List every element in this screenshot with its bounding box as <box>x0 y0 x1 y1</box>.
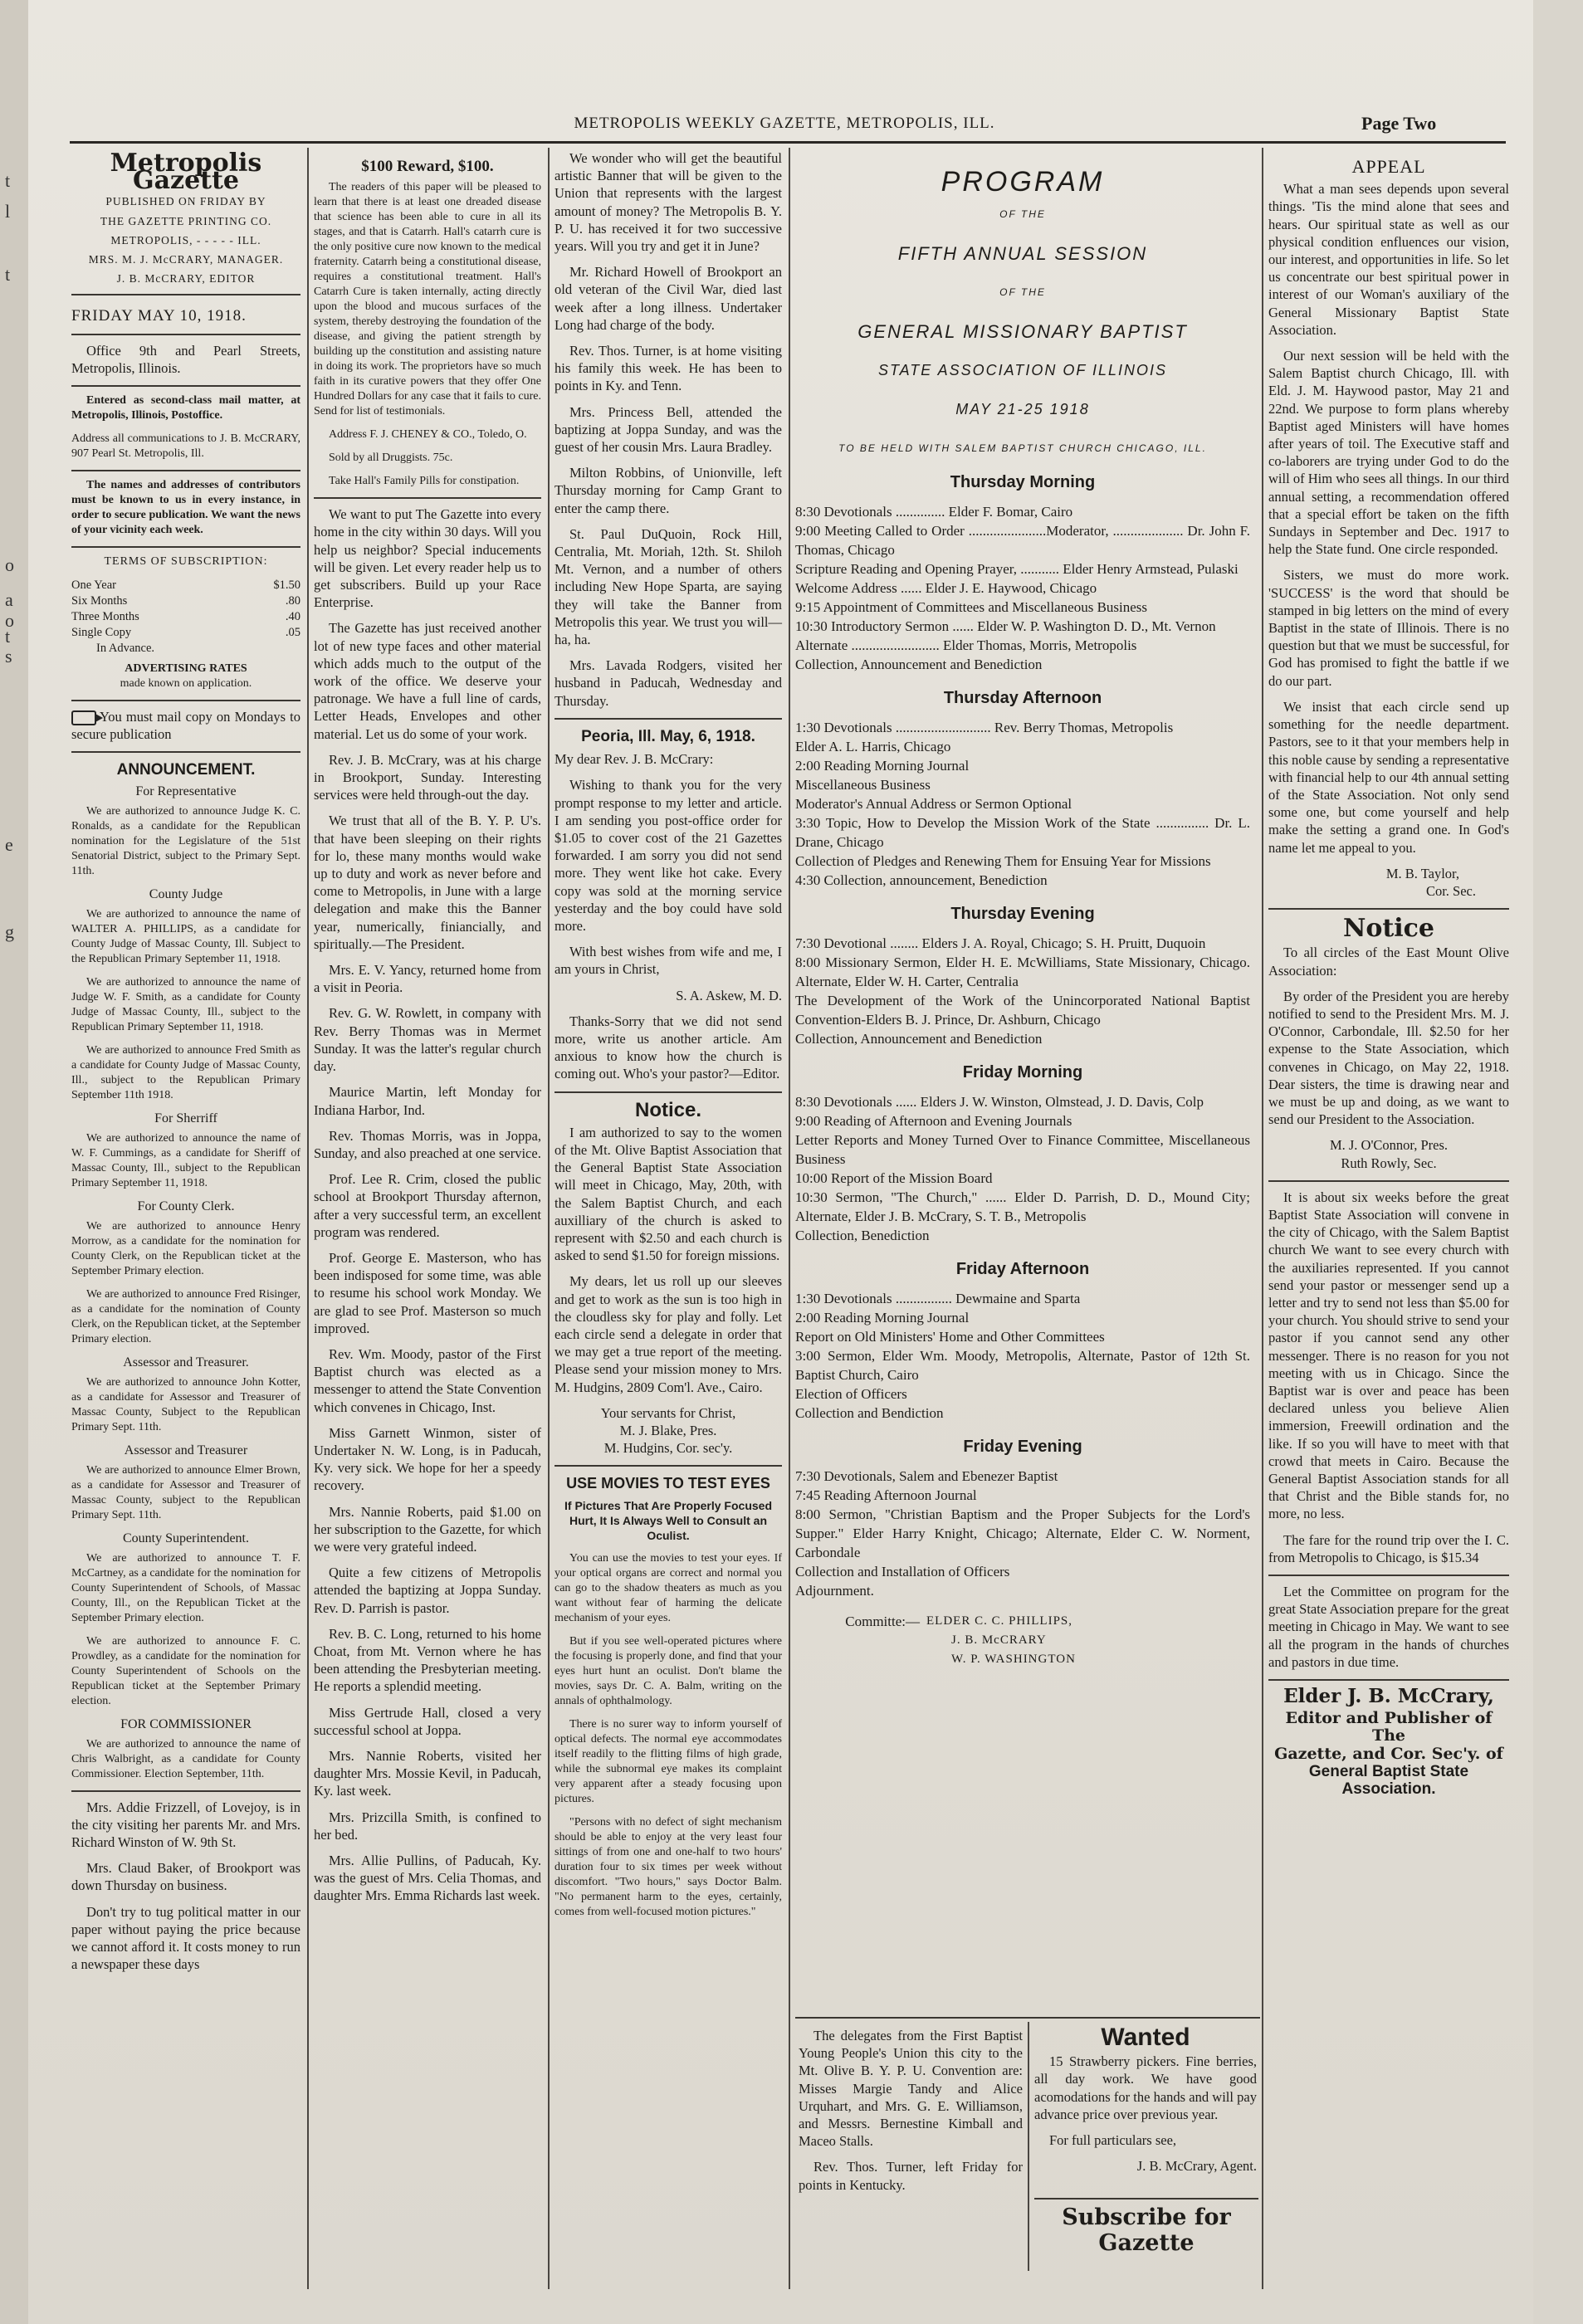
program-day: Friday Morning <box>962 1063 1083 1081</box>
program-body: GENERAL MISSIONARY BAPTIST <box>857 321 1188 342</box>
announcement-list <box>71 784 300 1782</box>
divider <box>555 718 782 720</box>
editor-line: Gazette, and Cor. Sec'y. of <box>1274 1744 1503 1763</box>
program-item: 10:30 Introductory Sermon ...... Elder W. P. Washington D. D., Mt. Vernon <box>795 618 1216 634</box>
terms-title: TERMS OF SUBSCRIPTION: <box>104 555 268 569</box>
divider <box>71 334 300 335</box>
divider <box>71 470 300 471</box>
subscription-terms <box>71 578 300 657</box>
notice-text: I am authorized to say to the women of the Mt. Olive Baptist Association that the General Baptist State Association will meet in Chicago, May, 20th, with the Salem Baptist Church, and each auxilliary of the church is asked to represent with $2.50 and each church is asked to send $1.50 for foreign missions. <box>555 1124 782 1264</box>
divider <box>555 1091 782 1093</box>
notice-text: To all circles of the East Mount Olive Association: <box>1268 945 1509 979</box>
program-item: 4:30 Collection, announcement, Benediction <box>795 872 1048 888</box>
mail-copy-notice: You must mail copy on Mondays to secure publication <box>71 709 300 743</box>
announcement-heading: County Judge <box>149 886 223 901</box>
edge-letter: o <box>5 554 14 575</box>
notice-signature: M. Hudgins, Cor. sec'y. <box>603 1440 733 1457</box>
program-location: TO BE HELD WITH SALEM BAPTIST CHURCH CHICAGO, ILL. <box>838 442 1207 454</box>
program-item: Scripture Reading and Opening Prayer, ........... Elder Henry Armstead, Pulaski <box>795 561 1239 577</box>
editor-name: Elder J. B. McCrary, <box>1283 1685 1494 1708</box>
program-item: 10:00 Report of the Mission Board <box>795 1170 993 1186</box>
program-item: 2:00 Reading Morning Journal <box>795 758 970 774</box>
program-item: 7:30 Devotionals, Salem and Ebenezer Baptist <box>795 1468 1058 1484</box>
local-item: Mrs. Nannie Roberts, visited her daughter Mrs. Mossie Kevil, in Paducah, Ky. last week. <box>314 1748 541 1799</box>
local-item: We want to put The Gazette into every home in the city within 30 days. Will you help us neighbor? Special inducements will be given. Let every reader help us to get subscribers. Build up your Race Enterprise. <box>314 506 541 611</box>
pointing-hand-icon <box>71 710 96 725</box>
program-item: 8:00 Missionary Sermon, Elder H. E. McWilliams, State Missionary, Chicago. Alternate, Elder W. H. Carter, Centralia <box>795 954 1250 989</box>
local-item: Mrs. E. V. Yancy, returned home from a visit in Peoria. <box>314 962 541 996</box>
program-item: Elder A. L. Harris, Chicago <box>795 739 951 754</box>
divider <box>1268 1679 1509 1681</box>
edge-letter: o <box>5 610 14 631</box>
peoria-text: Wishing to thank you for the very prompt response to my letter and article. I am sending you post-office order for $1.05 to cover cost of the 21 Gazettes forwarded. I am sorry you did not send more. They went like hot cake. Every copy was sold at the morning service yesterday and the boy could have sold more. <box>555 777 782 934</box>
program-item: 1:30 Devotionals ................ Dewmaine and Sparta <box>795 1291 1081 1306</box>
local-item: Maurice Martin, left Monday for Indiana Harbor, Ind. <box>314 1084 541 1118</box>
edge-letter: t <box>5 170 11 191</box>
appeal-signature: M. B. Taylor, <box>1385 865 1459 881</box>
movies-title: USE MOVIES TO TEST EYES <box>566 1475 770 1492</box>
edge-letter: t <box>5 626 11 647</box>
appeal-text: Our next session will be held with the Salem Baptist church Chicago, Ill. with Eld. J. M. Haywood pastor, May 21 and 22nd. We purpose to form plans whereby Baptist aged Ministers will have homes after years of toil. The Executive staff and co-laborers are trying under God to do the will of Him who sees all things. In our third annual setting, a recommendation offered that a special effort be taken on the fifth Sundays in September and Dec. 1917 to help the State fund. One circle responded. <box>1268 348 1509 558</box>
divider <box>1034 2198 1258 2200</box>
edge-letter: s <box>5 646 12 666</box>
program-item: 8:30 Devotionals .............. Elder F. Bomar, Cairo <box>795 504 1073 520</box>
announcement-text: We are authorized to announce F. C. Prowdley, as a candidate for the nomination for County Superintendent of Schools on the Republican ticket at the September Primary election. <box>71 1634 300 1707</box>
reward-title: $100 Reward, $100. <box>361 158 494 175</box>
divider <box>314 497 541 499</box>
local-item: St. Paul DuQuoin, Rock Hill, Centralia, Mt. Moriah, 12th. St. Shiloh Mt. Vernon, and a number of others including New Hope Sparta, are saying they will take the Banner from Metropolis this year. We trust you will—ha, ha. <box>555 525 782 648</box>
program-item: 9:00 Reading of Afternoon and Evening Journals <box>795 1113 1072 1129</box>
entered-notice: Entered as second-class mail matter, at Metropolis, Illinois, Postoffice. <box>71 394 300 422</box>
program-item: Collection and Bendiction <box>795 1405 944 1421</box>
announcement-heading: Assessor and Treasurer. <box>123 1355 249 1370</box>
column-local-news-2 <box>555 149 782 1928</box>
announcement-text: We are authorized to announce the name of W. F. Cummings, as a candidate for Sheriff of Massac County, Ill., subject to the Republican Primary September 11, 1918. <box>71 1131 300 1189</box>
local-item: Rev. G. W. Rowlett, in company with Rev. Berry Thomas was in Mermet Sunday. It was the latter's regular church day. <box>314 1005 541 1075</box>
local-item: Milton Robbins, of Unionville, left Thursday morning for Camp Grant to enter the camp there. <box>555 465 782 516</box>
appeal-text: Sisters, we must do more work. 'SUCCESS' is the word that should be stamped in big letters on the mind of every Baptist in the state of Illinois. There is no question but that we must be successful, for God has promised to fight the battle if we do our part. <box>1268 567 1509 689</box>
announcement-text: We are authorized to announce Henry Morrow, as a candidate for the nomination for County Clerk, on the Republican ticket at the September Primary election. <box>71 1219 300 1277</box>
local-item: Rev. Thos. Turner, is at home visiting his family this week. He has been to points in Ky. and Tenn. <box>555 343 782 394</box>
association-text: It is about six weeks before the great Baptist State Association will convene in the city of Chicago, with the Salem Baptist church We want to see every church with the auxiliaries represented. If you cannot send your pastor or messenger send up a letter and try to send not less than $5.00 for your church. You should strive to send your pastor if you cannot send any other messenger. There is no reason for you not meeting with us in Chicago. Since the Baptist war is over and peace has been declared unless you believe Alien immersion, Freewill ordination and the like. If so you will have to meet with that crowd that meets in Cairo. Because the General Baptist Association stands for all that Christ and the Bible stands for, no more, no less. <box>1268 1189 1509 1522</box>
turner-text: Rev. Thos. Turner, left Friday for points in Kentucky. <box>799 2159 1023 2193</box>
terms-row: Six Months .80 <box>71 594 300 608</box>
edge-letter: a <box>5 589 13 610</box>
editor-reply: Thanks-Sorry that we did not send more, write us another article. Am anxious to know how the church is coming out. Who's your pastor?—Editor. <box>555 1013 782 1082</box>
local-item: Mr. Richard Howell of Brookport an old veteran of the Civil War, died last week after a long illness. Undertaker Long had charge of the body. <box>555 264 782 333</box>
terms-row: One Year $1.50 <box>71 579 300 593</box>
divider <box>555 1465 782 1467</box>
reward-sold: Sold by all Druggists. 75c. <box>329 452 453 465</box>
program-of-the: OF THE <box>999 286 1046 298</box>
column-local-news-1 <box>314 149 541 1913</box>
program-item: Collection and Installation of Officers <box>795 1564 1010 1579</box>
announcement-text: We are authorized to announce Fred Risinger, as a candidate for the nomination of County Clerk, on the Republican ticket, at the September Primary election. <box>71 1287 300 1345</box>
divider <box>795 2017 1260 2019</box>
divider <box>71 700 300 701</box>
running-head: METROPOLIS WEEKLY GAZETTE, METROPOLIS, ILL. <box>574 115 995 132</box>
announcement-text: We are authorized to announce the name of Chris Walbright, as a candidate for County Commissioner. Election September, 11th. <box>71 1737 300 1780</box>
local-item: Miss Gertrude Hall, closed a very successful school at Joppa. <box>314 1704 541 1738</box>
movies-text: But if you see well-operated pictures where the focusing is properly done, and find that your eyes hurt hunt an oculist. Don't blame the movies, says Dr. C. A. Balm, writing on the annals of ophthalmology. <box>555 1634 782 1707</box>
movies-text: "Persons with no defect of sight mechanism should be able to enjoy at the very least four sittings of from one and one-half to two hours' duration four to six times per week without discomfort. "Two hours," says Doctor Balm. "No permanent harm to the eyes, certainly, comes from well-focused motion pictures." <box>555 1815 782 1918</box>
local-item: Miss Garnett Winmon, sister of Undertaker N. W. Long, is in Paducah, Ky. very sick. We hope for her a speedy recovery. <box>314 1424 541 1494</box>
local-item: Mrs. Allie Pullins, of Paducah, Ky. was the guest of Mrs. Celia Thomas, and daughter Mrs. Emma Richards last week. <box>314 1853 541 1904</box>
program-day: Friday Evening <box>963 1438 1082 1456</box>
wanted-ad <box>1034 2024 1257 2183</box>
edge-letter: t <box>5 264 11 285</box>
program-item: 8:00 Sermon, "Christian Baptism and the Proper Subjects for the Lord's Supper." Elder Harry Knight, Chicago; Alternate, Elder C. W. Norment, Carbondale <box>795 1506 1250 1560</box>
divider <box>71 751 300 753</box>
announcement-text: We are authorized to announce Elmer Brown, as a candidate for Assessor and Treasurer of Massac County, subject to the Republican Primary Sept. 11th. <box>71 1463 300 1521</box>
notice-text: By order of the President you are hereby notified to send to the President Mrs. M. J. O'Connor, Carbondale, Ill. $2.50 for her expense to the State Association, which convenes in Chicago, on May 22, 1918. Dear sisters, the time is drawing near and we must be up and doing, as we want to send our President to the Association. <box>1268 988 1509 1128</box>
program-item: Collection, Announcement and Benediction <box>795 657 1043 672</box>
program-item: 7:45 Reading Afternoon Journal <box>795 1487 977 1503</box>
terms-row: Three Months .40 <box>71 610 300 624</box>
notice-signature: M. J. Blake, Pres. <box>619 1423 717 1438</box>
committee-names <box>926 1612 1076 1669</box>
program-item: Moderator's Annual Address or Sermon Optional <box>795 796 1072 812</box>
notice-text: My dears, let us roll up our sleeves and get to work as the sun is too high in the cloudless sky for play and folly. Let each circle send a delegate in order that we may get a true report of the meeting. Please send your mission money to Mrs. M. Hudgins, 2809 Com'l. Ave., Cairo. <box>555 1273 782 1395</box>
editor-card <box>1268 1687 1509 1798</box>
program-session: FIFTH ANNUAL SESSION <box>897 243 1148 264</box>
column-rule <box>1028 2022 1029 2271</box>
office-address: Office 9th and Pearl Streets, Metropolis, Illinois. <box>71 342 300 376</box>
program-day: Thursday Morning <box>950 473 1096 491</box>
committee-member: ELDER C. C. PHILLIPS, <box>926 1614 1073 1628</box>
divider <box>71 294 300 295</box>
wanted-title: Wanted <box>1101 2024 1190 2051</box>
wanted-agent: J. B. McCrary, Agent. <box>1136 2158 1257 2175</box>
masthead-line: MRS. M. J. McCRARY, MANAGER. <box>88 253 284 266</box>
program-item: 9:15 Appointment of Committees and Miscellaneous Business <box>795 599 1148 615</box>
local-item: Rev. Wm. Moody, pastor of the First Baptist church was elected as a messenger to attend the State Convention which convenes in Chicago, Inst. <box>314 1345 541 1415</box>
notice-title: Notice <box>1342 914 1435 944</box>
program-item: 3:00 Sermon, Elder Wm. Moody, Metropolis, Alternate, Pastor of 12th St. Baptist Church, Cairo <box>795 1348 1250 1383</box>
program-title: PROGRAM <box>941 166 1105 198</box>
local-item: Mrs. Prizcilla Smith, is confined to her bed. <box>314 1809 541 1843</box>
local-item: Prof. Lee R. Crim, closed the public school at Brookport Thursday afternon, after a very successful term, an excellent program was rendered. <box>314 1171 541 1240</box>
column-rule <box>789 148 790 2289</box>
wanted-text: 15 Strawberry pickers. Fine berries, all day work. We have good acomodations for the hands and will pay advance price over previous year. <box>1034 2053 1257 2122</box>
announcement-heading: For Representative <box>135 784 237 798</box>
program-item: Report on Old Ministers' Home and Other Committees <box>795 1329 1105 1345</box>
local-item: We wonder who will get the beautiful artistic Banner that will be given to the Union that represents with the largest amount of money? The Metropolis B. Y. P. U. has received it for two successive years. Will you try and get it in June? <box>555 150 782 255</box>
announcement-text: We are authorized to announce T. F. McCartney, as a candidate for the nomination for County Superintendent of Schools, of Massac County, Ill., on the Republican Ticket at the September Primary election. <box>71 1551 300 1624</box>
program-item: Miscellaneous Business <box>795 777 931 793</box>
movies-text: You can use the movies to test your eyes. If your optical organs are correct and normal you can go to the shadow theaters as much as you want without fear of harming the delicate mechanism of your eyes. <box>555 1551 782 1624</box>
left-page-edge <box>0 0 28 2324</box>
announcement-heading: For County Clerk. <box>137 1199 235 1213</box>
local-item: Mrs. Princess Bell, attended the baptizing at Joppa Sunday, and was the guest of her cousin Mrs. Laura Bradley. <box>555 403 782 456</box>
masthead-line: J. B. McCRARY, EDITOR <box>116 272 256 286</box>
program-item: Alternate ......................... Elder Thomas, Morris, Metropolis <box>795 637 1137 653</box>
program-item: Collection, Announcement and Benediction <box>795 1031 1043 1047</box>
movies-text: There is no surer way to inform yourself of optical defects. The normal eye accommodates itself readily to the flitting films of high grade, while the subnormal eye makes its complaint very apparent after a steady focusing upon pictures. <box>555 1717 782 1805</box>
column-rule <box>1262 148 1263 2289</box>
program-item: 3:30 Topic, How to Develop the Mission Work of the State ............... Dr. L. Drane, Chicago <box>795 815 1250 850</box>
contributors-notice: The names and addresses of contributors must be known to us in every instance, in order to secure publication. We want the news of your vicinity each week. <box>71 479 300 537</box>
delegates-text: The delegates from the First Baptist Young People's Union this city to the Mt. Olive B. Y. P. U. Convention are: Misses Margie Tandy and Alice Urquhart, and Mrs. G. E. Williamson, and Messrs. Bernestine Kimball and Maceo Stalls. <box>799 2028 1023 2150</box>
editor-line: Editor and Publisher of The <box>1285 1709 1493 1745</box>
local-item: Mrs. Addie Frizzell, of Lovejoy, is in the city visiting her parents Mr. and Mrs. Richard Winston of W. 9th St. <box>71 1799 300 1851</box>
announcement-text: We are authorized to announce John Kotter, as a candidate for Assessor and Treasurer of Massac County, Subject to the Republican Primary Sept. 11th. <box>71 1375 300 1433</box>
divider <box>1268 1575 1509 1576</box>
committee-member: J. B. McCRARY <box>951 1633 1047 1647</box>
masthead-title: Metropolis Gazette <box>110 149 262 196</box>
column-masthead <box>71 149 300 1981</box>
appeal-text: What a man sees depends upon several things. 'Tis the mind alone that sees and hears. Our spiritual state as well as our physical condition enfluences our vision, our interest, and opportunities in life. So let us concentrate our best spiritual power in interest of our Woman's auxiliary of the General Missionary Baptist State Association. <box>1268 181 1509 338</box>
terms-row: Single Copy .05 <box>71 626 300 640</box>
program-committee <box>795 1612 1250 1669</box>
editor-line: General Baptist State Association. <box>1308 1762 1469 1799</box>
program-item: Election of Officers <box>795 1386 907 1402</box>
program-item: 10:30 Sermon, "The Church," ...... Elder D. Parrish, D. D., Mound City; Alternate, Elder J. B. McCrary, S. T. B., Metropolis <box>795 1189 1250 1224</box>
masthead-line: THE GAZETTE PRINTING CO. <box>100 214 272 227</box>
divider <box>1268 1180 1509 1182</box>
movies-subtitle: If Pictures That Are Properly Focused Hurt, It Is Always Well to Consult an Oculist. <box>564 1498 772 1542</box>
program-day: Thursday Evening <box>950 905 1095 923</box>
wanted-particulars: For full particulars see, <box>1049 2132 1177 2149</box>
local-item: Rev. B. C. Long, returned to his home Choat, from Mt. Vernon where he has been attending the Presbyterian meeting. He reports a splendid meeting. <box>314 1625 541 1695</box>
address-notice: Address all communications to J. B. McCRARY, 907 Pearl St. Metropolis, Ill. <box>71 432 300 461</box>
announcement-title: ANNOUNCEMENT. <box>116 761 256 779</box>
peoria-salutation: My dear Rev. J. B. McCrary: <box>555 751 714 768</box>
peoria-signature: S. A. Askew, M. D. <box>676 987 782 1003</box>
announcement-text: We are authorized to announce Judge K. C. Ronalds, as a candidate for the Republican nomination for the Legislature of the 51st Senatorial District, subject to the Primary Sept. 11th. <box>71 804 300 877</box>
committee-label: Committe:— <box>845 1614 920 1629</box>
movies-article <box>555 1551 782 1920</box>
appeal-signature: Cor. Sec. <box>1425 882 1476 899</box>
header-rule <box>70 141 1506 144</box>
divider <box>71 385 300 387</box>
edge-letter: g <box>5 921 14 942</box>
appeal-title: APPEAL <box>1351 156 1426 177</box>
reward-address: Address F. J. CHENEY & CO., Toledo, O. <box>329 428 527 442</box>
local-item: Don't try to tug political matter in our paper without paying the price because we cannot afford it. It costs money to run a newspaper these days <box>71 1903 300 1973</box>
issue-date: FRIDAY MAY 10, 1918. <box>71 307 247 325</box>
program-item: Collection of Pledges and Renewing Them for Ensuing Year for Missions <box>795 853 1211 869</box>
program-item: 2:00 Reading Morning Journal <box>795 1310 970 1326</box>
column-rule <box>307 148 309 2289</box>
program-item: 8:30 Devotionals ...... Elders J. W. Winston, Olmstead, J. D. Davis, Colp <box>795 1094 1204 1110</box>
delegates-notice <box>799 2027 1023 2202</box>
right-page-edge <box>1533 0 1583 2324</box>
local-item: Mrs. Claud Baker, of Brookport was down Thursday on business. <box>71 1860 300 1894</box>
program-item: 9:00 Meeting Called to Order ......................Moderator, .................... Dr. John F. Thomas, Chicago <box>795 523 1250 558</box>
local-item: Mrs. Nannie Roberts, paid $1.00 on her subscription to the Gazette, for which we were very grateful indeed. <box>314 1503 541 1555</box>
announcement-heading: Assessor and Treasurer <box>124 1443 248 1457</box>
announcement-heading: For Sherriff <box>154 1111 217 1125</box>
program-item: Collection, Benediction <box>795 1228 930 1243</box>
notice-signature: M. J. O'Connor, Pres. <box>1329 1137 1449 1154</box>
edge-letter: e <box>5 834 13 855</box>
program-block <box>795 149 1250 1669</box>
program-item: Adjournment. <box>795 1583 874 1599</box>
edge-letter: l <box>5 201 11 222</box>
peoria-wishes: With best wishes from wife and me, I am yours in Christ, <box>555 944 782 978</box>
committee-text: Let the Committee on program for the great State Association prepare for the great meeting in Chicago in May. We want to see all the program in the hands of churches and pastors in due time. <box>1268 1584 1509 1670</box>
program-item: 7:30 Devotional ........ Elders J. A. Royal, Chicago; S. H. Pruitt, Duquoin <box>795 935 1206 951</box>
program-item: The Development of the Work of the Unincorporated National Baptist Convention-Elders B. J. Prince, Dr. Ashburn, Chicago <box>795 993 1250 1028</box>
reward-pills: Take Hall's Family Pills for constipation. <box>329 475 520 488</box>
announcement-text: We are authorized to announce the name of WALTER A. PHILLIPS, as a candidate for County Judge of Massac County, Ill. Subject to the Republican Primary September 11, 1918. <box>71 907 300 965</box>
announcement-heading: County Superintendent. <box>123 1531 249 1545</box>
masthead-line: PUBLISHED ON FRIDAY BY <box>105 195 266 208</box>
local-item: Mrs. Lavada Rodgers, visited her husband in Paducah, Wednesday and Thursday. <box>555 657 782 709</box>
advertising-text: made known on application. <box>120 677 252 691</box>
masthead-line: METROPOLIS, - - - - - ILL. <box>110 233 261 247</box>
local-item: Prof. George E. Masterson, who has been indisposed for some time, was able to resume his school work Monday. We are glad to see Prof. Masterson so much improved. <box>314 1249 541 1336</box>
announcement-heading: FOR COMMISSIONER <box>120 1716 252 1731</box>
terms-advance: In Advance. <box>96 642 155 656</box>
notice-close: Your servants for Christ, <box>600 1404 736 1421</box>
announcement-text: We are authorized to announce the name of Judge W. F. Smith, as a candidate for County Judge of Massac County, Ill., subject to the Republican Primary September 11, 1918. <box>71 975 300 1033</box>
subscribe-banner: Subscribe for Gazette <box>1062 2204 1231 2256</box>
local-item: We trust that all of the B. Y. P. U's. that have been sleeping on their rights for lo, these many months would wake up to duty and work as never before and come to Metropolis, in June with a large delegation and make this the Banner year, numerically, finiancially, and spiritually.—The President. <box>314 813 541 952</box>
local-item: The Gazette has just received another lot of new type faces and other material which adds much to the output of the work of the office. We deserve your patronage. We have a full line of cards, Letter Heads, Envelopes and other material. Let us do some of your work. <box>314 620 541 742</box>
local-item: Rev. J. B. McCrary, was at his charge in Brookport, Sunday. Interesting services were held through-out the day. <box>314 751 541 803</box>
reward-text: The readers of this paper will be pleased to learn that there is at least one dreaded disease that science has been able to cure in all its stages, and that is Catarrh. Hall's catarrh cure is the only positive cure now known to the medical fraternity. Catarrh being a constitutional disease, requires a constitutional treatment. Hall's Catarrh Cure is taken internally, acting directly upon the blood and mucous surfaces of the system, thereby destroying the foundation of the disease, and giving the patient strength by building up the constitution and assisting nature in doing its work. The proprietors have so much faith in its curative powers that they offer One Hundred Dollars for any case that it fails to cure. Send for list of testimonials. <box>314 181 541 418</box>
notice-title: Notice. <box>634 1098 701 1121</box>
divider <box>71 1790 300 1792</box>
program-item: 1:30 Devotionals ........................... Rev. Berry Thomas, Metropolis <box>795 720 1174 735</box>
reward-ad <box>314 180 541 489</box>
local-item: Rev. Thomas Morris, was in Joppa, Sunday, and also preached at one service. <box>314 1127 541 1161</box>
notice-signature: Ruth Rowly, Sec. <box>1341 1155 1437 1171</box>
program-item: Welcome Address ...... Elder J. E. Haywood, Chicago <box>795 580 1097 596</box>
divider <box>1268 908 1509 910</box>
program-of-the: OF THE <box>999 208 1046 220</box>
program-item: Letter Reports and Money Turned Over to Finance Committee, Miscellaneous Business <box>795 1132 1250 1167</box>
program-day: Friday Afternoon <box>955 1260 1090 1278</box>
committee-member: W. P. WASHINGTON <box>951 1653 1076 1666</box>
appeal-text: We insist that each circle send up something for the needle department. Pastors, see to it that your members help in this noble cause by sending a representative with financial help to our 4th annual setting of the State Association. Not only send some one, but come yourself and help make the setting a grand one. In God's name let me appeal to you. <box>1268 698 1509 856</box>
advertising-title: ADVERTISING RATES <box>125 662 247 676</box>
peoria-letter-title: Peoria, Ill. May, 6, 1918. <box>581 727 755 745</box>
fare-text: The fare for the round trip over the I. C. from Metropolis to Chicago, is $15.34 <box>1268 1531 1509 1565</box>
program-association: STATE ASSOCIATION OF ILLINOIS <box>877 362 1168 378</box>
program-day: Thursday Afternoon <box>943 689 1102 707</box>
column-appeal <box>1268 149 1509 1798</box>
divider <box>71 546 300 548</box>
page-number: Page Two <box>1361 113 1437 134</box>
announcement-text: We are authorized to announce Fred Smith as a candidate for County Judge of Massac County, Ill., subject to the Republican Primary September 11th 1918. <box>71 1043 300 1101</box>
local-item: Quite a few citizens of Metropolis attended the baptizing at Joppa Sunday. Rev. D. Parrish is pastor. <box>314 1565 541 1616</box>
column-rule <box>548 148 550 2289</box>
program-dates: MAY 21-25 1918 <box>955 401 1090 417</box>
